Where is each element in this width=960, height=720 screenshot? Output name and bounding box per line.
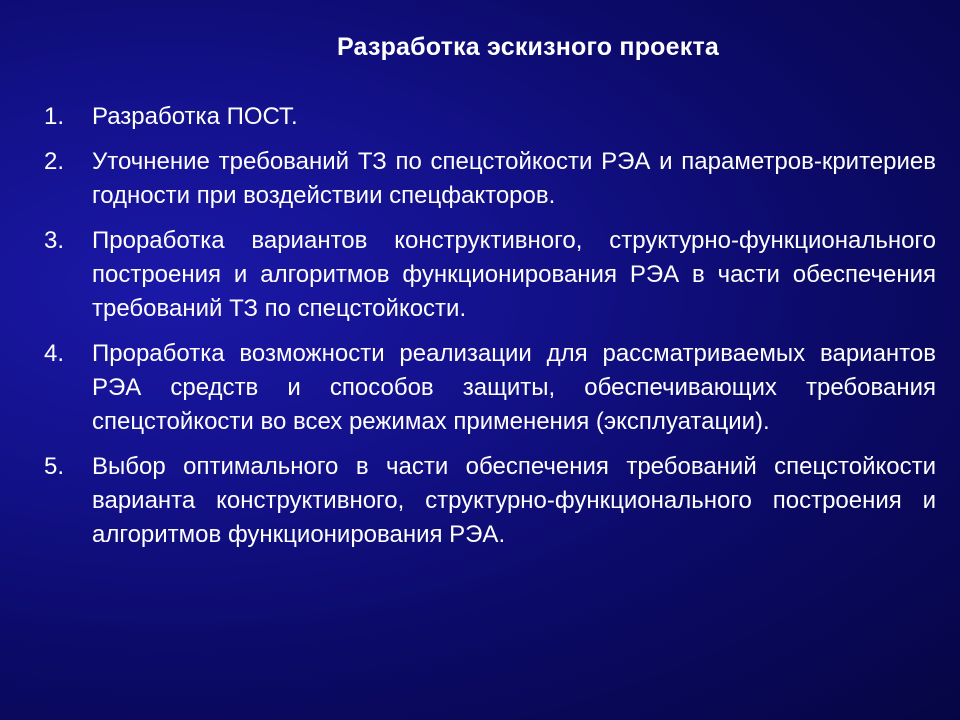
list-item-number: 1.: [44, 103, 65, 130]
list-item-text: Разработка ПОСТ.: [92, 103, 298, 130]
list-item-text: Уточнение требований ТЗ по спецстойкости РЭА и параметров-критериев годности при воздействии спецфакторов.: [92, 148, 936, 209]
list-item-1: [44, 100, 936, 134]
list-item-number: 2.: [44, 148, 65, 175]
list-item-3: [44, 224, 936, 326]
numbered-list: [44, 100, 936, 563]
list-item-number: 3.: [44, 227, 65, 254]
list-item-2: [44, 145, 936, 213]
list-item-4: [44, 337, 936, 439]
list-item-text: Проработка возможности реализации для рассматриваемых вариантов РЭА средств и способов защиты, обеспечивающих требования спецстойкости во всех режимах применения (эксплуатации).: [92, 340, 936, 435]
list-item-number: 4.: [44, 340, 65, 367]
list-item-text: Выбор оптимального в части обеспечения требований спецстойкости варианта конструктивного, структурно-функционального построения и алгоритмов функционирования РЭА.: [92, 453, 936, 548]
list-item-text: Проработка вариантов конструктивного, структурно-функционального построения и алгоритмов функционирования РЭА в части обеспечения требований ТЗ по спецстойкости.: [92, 227, 936, 322]
list-item-number: 5.: [44, 453, 65, 480]
slide-title: Разработка эскизного проекта: [336, 33, 720, 61]
list-item-5: [44, 450, 936, 552]
